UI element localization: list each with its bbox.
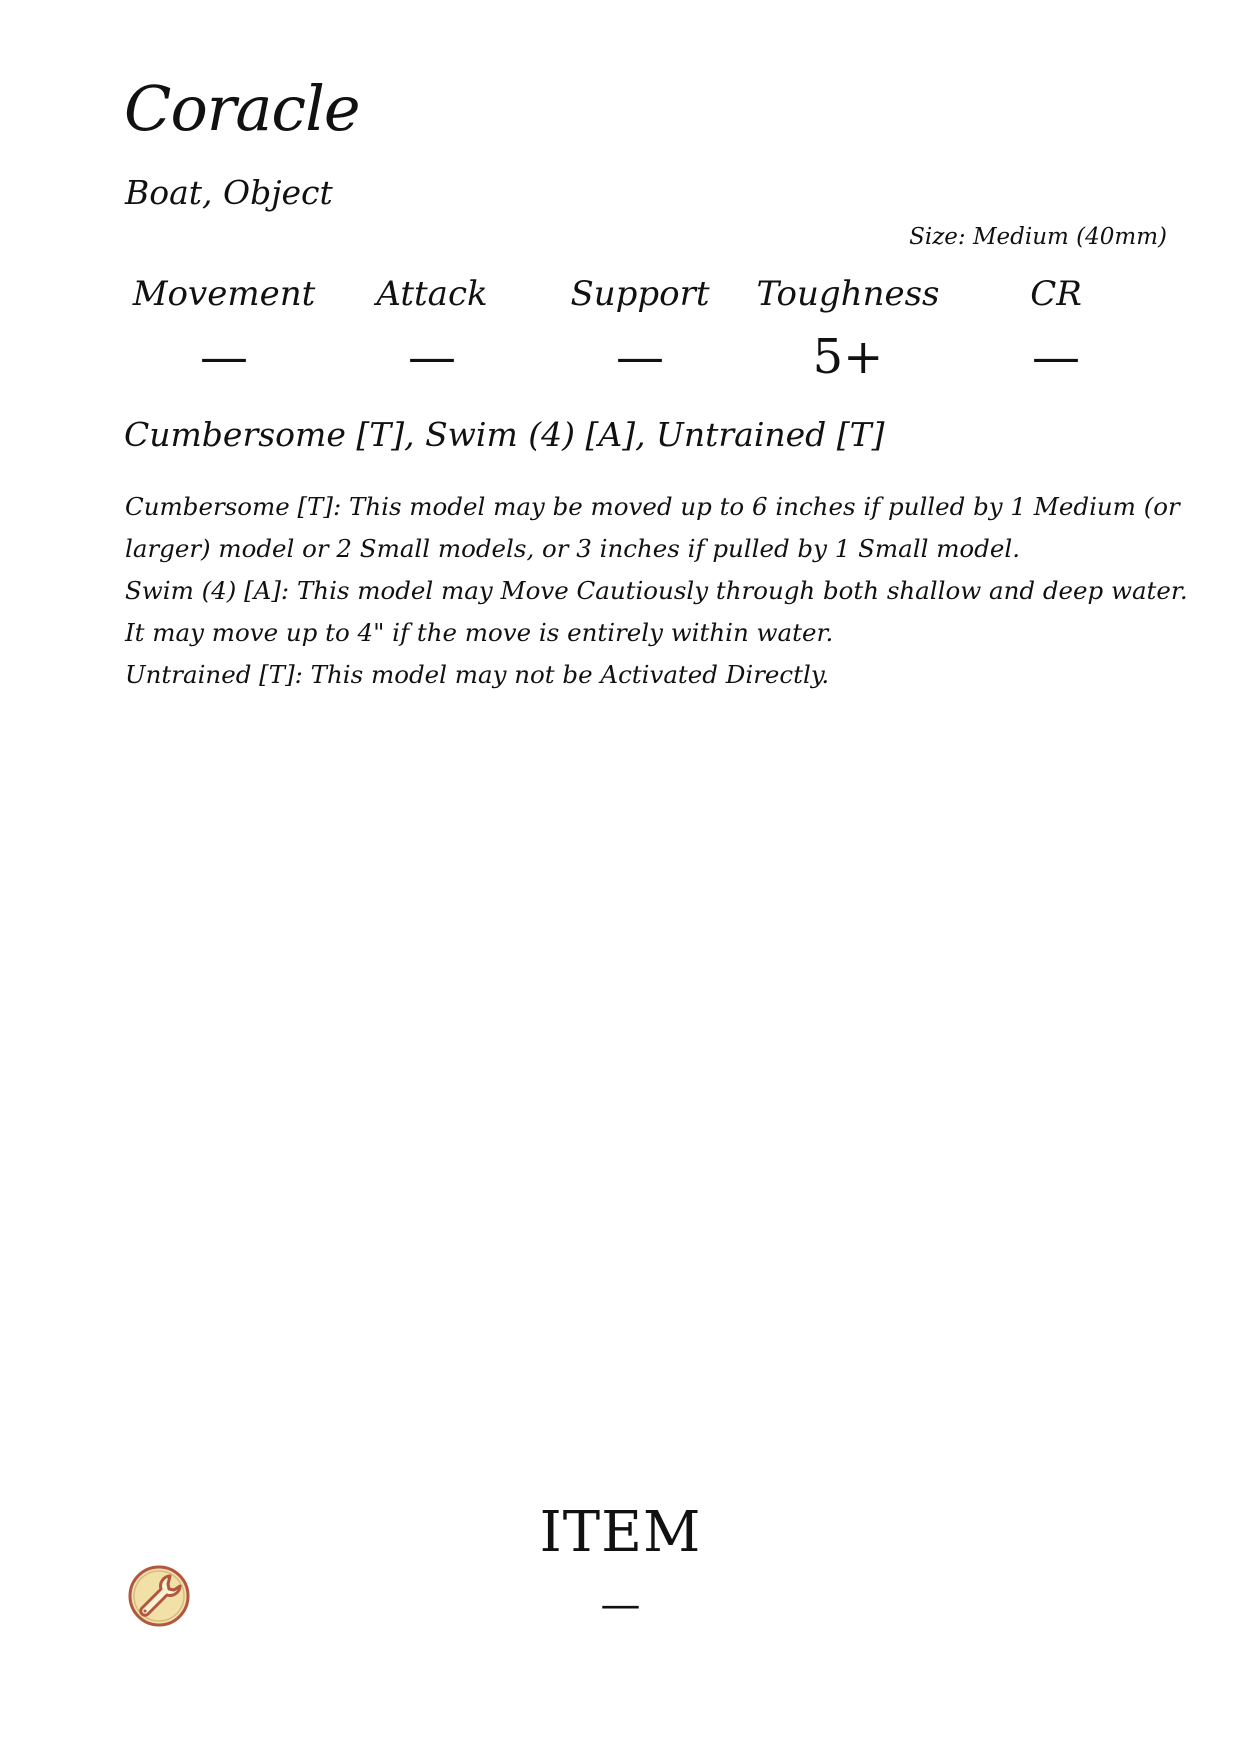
stat-attack bbox=[332, 274, 532, 385]
stat-value: — bbox=[408, 329, 456, 385]
rule-line: Cumbersome [T]: This model may be moved up to 6 inches if pulled by 1 Medium (or bbox=[125, 492, 1180, 521]
rule-line: larger) model or 2 Small models, or 3 inches if pulled by 1 Small model. bbox=[125, 534, 1020, 563]
stat-label: Attack bbox=[376, 274, 488, 314]
stat-label: Support bbox=[570, 274, 710, 314]
stat-movement bbox=[124, 274, 324, 385]
stat-label: Movement bbox=[132, 274, 316, 314]
rule-line: Untrained [T]: This model may not be Activated Directly. bbox=[125, 660, 830, 689]
stat-support bbox=[540, 274, 740, 385]
rule-line: Swim (4) [A]: This model may Move Cautiously through both shallow and deep water. bbox=[125, 576, 1188, 605]
size-label: Size: Medium (40mm) bbox=[909, 224, 1167, 250]
stat-value: — bbox=[1032, 329, 1080, 385]
stat-label: CR bbox=[1030, 274, 1082, 314]
rule-line: It may move up to 4" if the move is entirely within water. bbox=[125, 618, 834, 647]
stat-toughness bbox=[748, 274, 948, 385]
rules-text bbox=[125, 486, 1188, 696]
stat-value: — bbox=[200, 329, 248, 385]
stat-label: Toughness bbox=[756, 274, 940, 314]
traits-line: Cumbersome [T], Swim (4) [A], Untrained [T] bbox=[124, 415, 885, 454]
stat-value: — bbox=[616, 329, 664, 385]
card-title: Coracle bbox=[124, 72, 360, 145]
item-heading: ITEM bbox=[539, 1500, 702, 1565]
stat-cr bbox=[956, 274, 1156, 385]
stat-value: 5+ bbox=[812, 329, 884, 385]
item-value: — bbox=[600, 1582, 641, 1628]
card-subtitle: Boat, Object bbox=[125, 173, 333, 212]
